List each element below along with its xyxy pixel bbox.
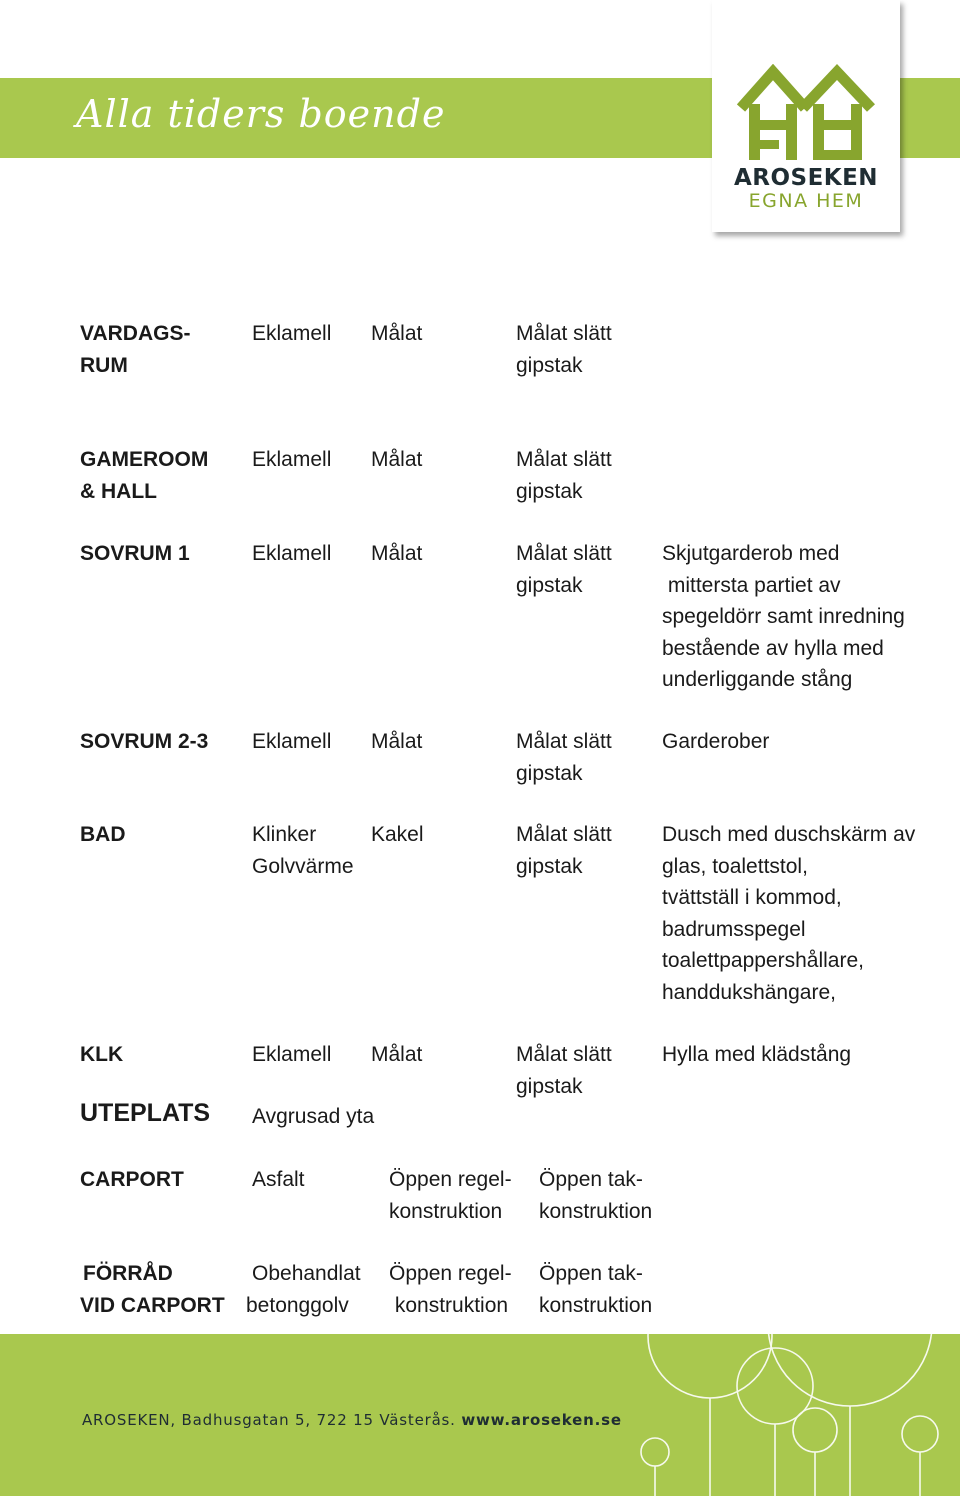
logo-card	[712, 0, 900, 232]
floor-cell: Asfalt	[252, 1168, 305, 1191]
wall-cell: Målat	[371, 322, 423, 345]
website-link[interactable]: www.aroseken.se	[461, 1411, 622, 1429]
ceiling-cell: Målat slätt gipstak	[516, 448, 612, 503]
ceiling-cell: Målat slätt gipstak	[516, 823, 612, 878]
room-label: GAMEROOM & HALL	[80, 448, 209, 503]
footer-address	[82, 1411, 622, 1429]
room-label: KLK	[80, 1043, 124, 1066]
room-label: UTEPLATS	[80, 1099, 211, 1127]
ceiling-cell: Öppen tak- konstruktion	[539, 1262, 653, 1317]
ceiling-cell: Målat slätt gipstak	[516, 730, 612, 785]
ceiling-cell: Öppen tak- konstruktion	[539, 1168, 653, 1223]
wall-cell: Målat	[371, 730, 423, 753]
ceiling-cell: Målat slätt gipstak	[516, 542, 612, 597]
logo-subtitle: EGNA HEM	[748, 190, 864, 212]
house-logo-icon	[737, 64, 875, 164]
room-label: FÖRRÅD VID CARPORT	[80, 1262, 225, 1317]
wall-cell: Målat	[371, 448, 423, 471]
floor-cell: Eklamell	[252, 322, 332, 345]
floor-cell: Eklamell	[252, 448, 332, 471]
slogan: Alla tiders boende	[76, 92, 446, 136]
notes-cell: Skjutgarderob med mittersta partiet av spegeldörr samt inredning bestående av hylla med underliggande stång	[662, 542, 905, 691]
wall-cell: Målat	[371, 542, 423, 565]
floor-cell: Eklamell	[252, 1043, 332, 1066]
wall-cell: Öppen regel- konstruktion	[389, 1168, 512, 1223]
notes-cell: Hylla med klädstång	[662, 1043, 852, 1066]
notes-cell: Dusch med duschskärm av glas, toalettstol, tvättställ i kommod, badrumsspegel toalettpappershållare, handdukshängare,	[662, 823, 916, 1004]
floor-cell: Avgrusad yta	[252, 1105, 375, 1128]
address-text: AROSEKEN, Badhusgatan 5, 722 15 Västerås.	[82, 1411, 456, 1429]
room-label: VARDAGS- RUM	[80, 322, 191, 377]
room-label: SOVRUM 2-3	[80, 730, 209, 753]
floor-cell: Obehandlat betonggolv	[246, 1262, 361, 1317]
floor-cell: Klinker Golvvärme	[252, 823, 354, 878]
notes-cell: Garderober	[662, 730, 770, 753]
ceiling-cell: Målat slätt gipstak	[516, 1043, 612, 1098]
ceiling-cell: Målat slätt gipstak	[516, 322, 612, 377]
floor-cell: Eklamell	[252, 542, 332, 565]
wall-cell: Kakel	[371, 823, 424, 846]
wall-cell: Målat	[371, 1043, 423, 1066]
floor-cell: Eklamell	[252, 730, 332, 753]
room-label: CARPORT	[80, 1168, 184, 1191]
logo-name: AROSEKEN	[733, 165, 879, 191]
room-label: SOVRUM 1	[80, 542, 190, 565]
room-label: BAD	[80, 823, 126, 846]
wall-cell: Öppen regel- konstruktion	[389, 1262, 512, 1317]
